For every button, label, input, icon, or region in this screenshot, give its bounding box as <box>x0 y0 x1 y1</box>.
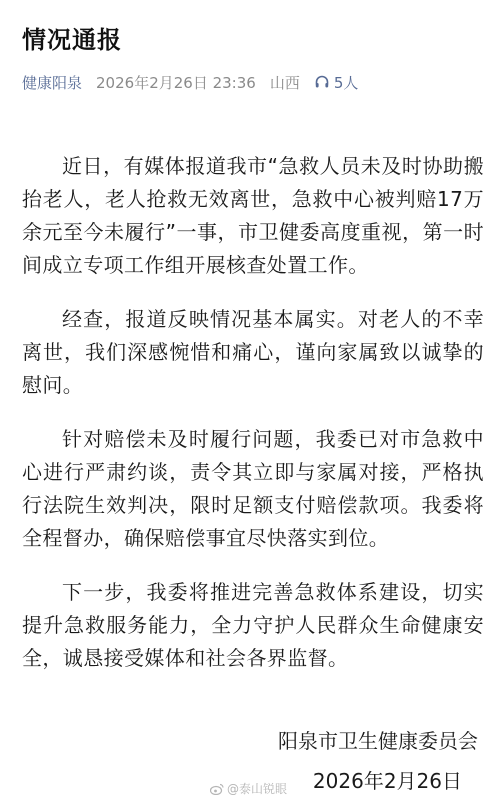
signature-organization: 阳泉市卫生健康委员会 <box>278 729 478 753</box>
headphones-icon <box>314 74 330 90</box>
paragraph-4: 下一步，我委将推进完善急救体系建设，切实提升急救服务能力，全力守护人民群众生命健康安全，诚恳接受媒体和社会各界监督。 <box>22 580 484 670</box>
paragraph-2: 经查，报道反映情况基本属实。对老人的不幸离世，我们深感惋惜和痛心，谨向家属致以诚挚的慰问。 <box>22 307 484 397</box>
weibo-icon <box>210 783 224 795</box>
account-name-link[interactable]: 健康阳泉 <box>22 73 83 92</box>
article-body <box>22 150 484 696</box>
article-meta <box>22 70 358 94</box>
article-title: 情况通报 <box>22 26 122 54</box>
signature-date: 2026年2月26日 <box>312 769 462 793</box>
listen-button[interactable] <box>314 72 359 93</box>
publish-datetime: 2026年2月26日 23:36 <box>96 73 256 92</box>
watermark-text: @泰山锐眼 <box>227 782 288 796</box>
paragraph-1: 近日，有媒体报道我市“急救人员未及时协助搬抬老人，老人抢救无效离世，急救中心被判赔17万余元至今未履行”一事，市卫健委高度重视，第一时间成立专项工作组开展核查处置工作。 <box>22 154 484 277</box>
watermark <box>210 780 287 797</box>
listener-count: 5人 <box>333 73 359 92</box>
paragraph-3: 针对赔偿未及时履行问题，我委已对市急救中心进行严肃约谈，责令其立即与家属对接，严格执行法院生效判决，限时足额支付赔偿款项。我委将全程督办，确保赔偿事宜尽快落实到位。 <box>22 427 484 550</box>
publish-region: 山西 <box>269 73 300 92</box>
